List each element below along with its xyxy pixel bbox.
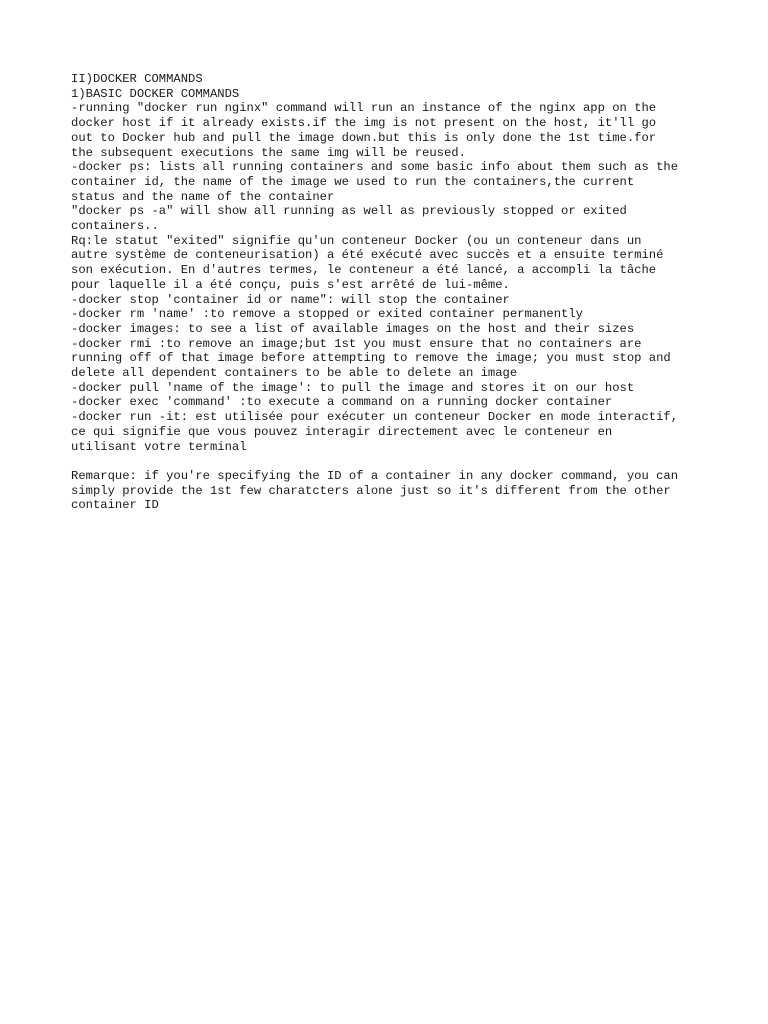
text-line: son exécution. En d'autres termes, le conteneur a été lancé, a accompli la tâche bbox=[71, 263, 657, 278]
text-line: -docker rmi :to remove an image;but 1st you must ensure that no containers are bbox=[71, 336, 642, 351]
text-line: -docker images: to see a list of available images on the host and their sizes bbox=[71, 321, 635, 336]
remark-line: container ID bbox=[71, 498, 159, 513]
subsection-heading: 1)BASIC DOCKER COMMANDS bbox=[71, 86, 240, 101]
text-line: -docker exec 'command' :to execute a command on a running docker container bbox=[71, 395, 613, 410]
text-line: -running "docker run nginx" command will run an instance of the nginx app on the bbox=[71, 101, 657, 116]
text-line: Rq:le statut "exited" signifie qu'un conteneur Docker (ou un conteneur dans un bbox=[71, 233, 642, 248]
text-line: status and the name of the container bbox=[71, 189, 335, 204]
text-line: running off of that image before attempting to remove the image; you must stop and bbox=[71, 351, 671, 366]
document-page bbox=[71, 72, 711, 513]
remark-line: Remarque: if you're specifying the ID of a container in any docker command, you can bbox=[71, 468, 679, 483]
text-line: docker host if it already exists.if the img is not present on the host, it'll go bbox=[71, 116, 657, 131]
text-line: -docker stop 'container id or name": will stop the container bbox=[71, 292, 510, 307]
text-line: autre système de conteneurisation) a été exécuté avec succès et a ensuite terminé bbox=[71, 248, 664, 263]
text-line: out to Docker hub and pull the image down.but this is only done the 1st time.for bbox=[71, 130, 657, 145]
text-line: ce qui signifie que vous pouvez interagir directement avec le conteneur en bbox=[71, 424, 613, 439]
blank-line bbox=[71, 454, 711, 469]
text-line: the subsequent executions the same img will be reused. bbox=[71, 145, 466, 160]
text-line: -docker ps: lists all running containers and some basic info about them such as the bbox=[71, 160, 679, 175]
text-line: delete all dependent containers to be able to delete an image bbox=[71, 366, 518, 381]
text-line: containers.. bbox=[71, 219, 159, 234]
text-line: "docker ps -a" will show all running as well as previously stopped or exited bbox=[71, 204, 627, 219]
text-line: pour laquelle il a été conçu, puis s'est arrêté de lui-même. bbox=[71, 277, 510, 292]
text-line: container id, the name of the image we used to run the containers,the current bbox=[71, 174, 635, 189]
section-heading: II)DOCKER COMMANDS bbox=[71, 72, 203, 86]
text-line: -docker run -it: est utilisée pour exécuter un conteneur Docker en mode interactif, bbox=[71, 410, 679, 425]
remark-line: simply provide the 1st few charatcters alone just so it's different from the other bbox=[71, 483, 671, 498]
text-line: -docker pull 'name of the image': to pull the image and stores it on our host bbox=[71, 380, 635, 395]
text-line: -docker rm 'name' :to remove a stopped or exited container permanently bbox=[71, 307, 583, 322]
text-line: utilisant votre terminal bbox=[71, 439, 247, 454]
